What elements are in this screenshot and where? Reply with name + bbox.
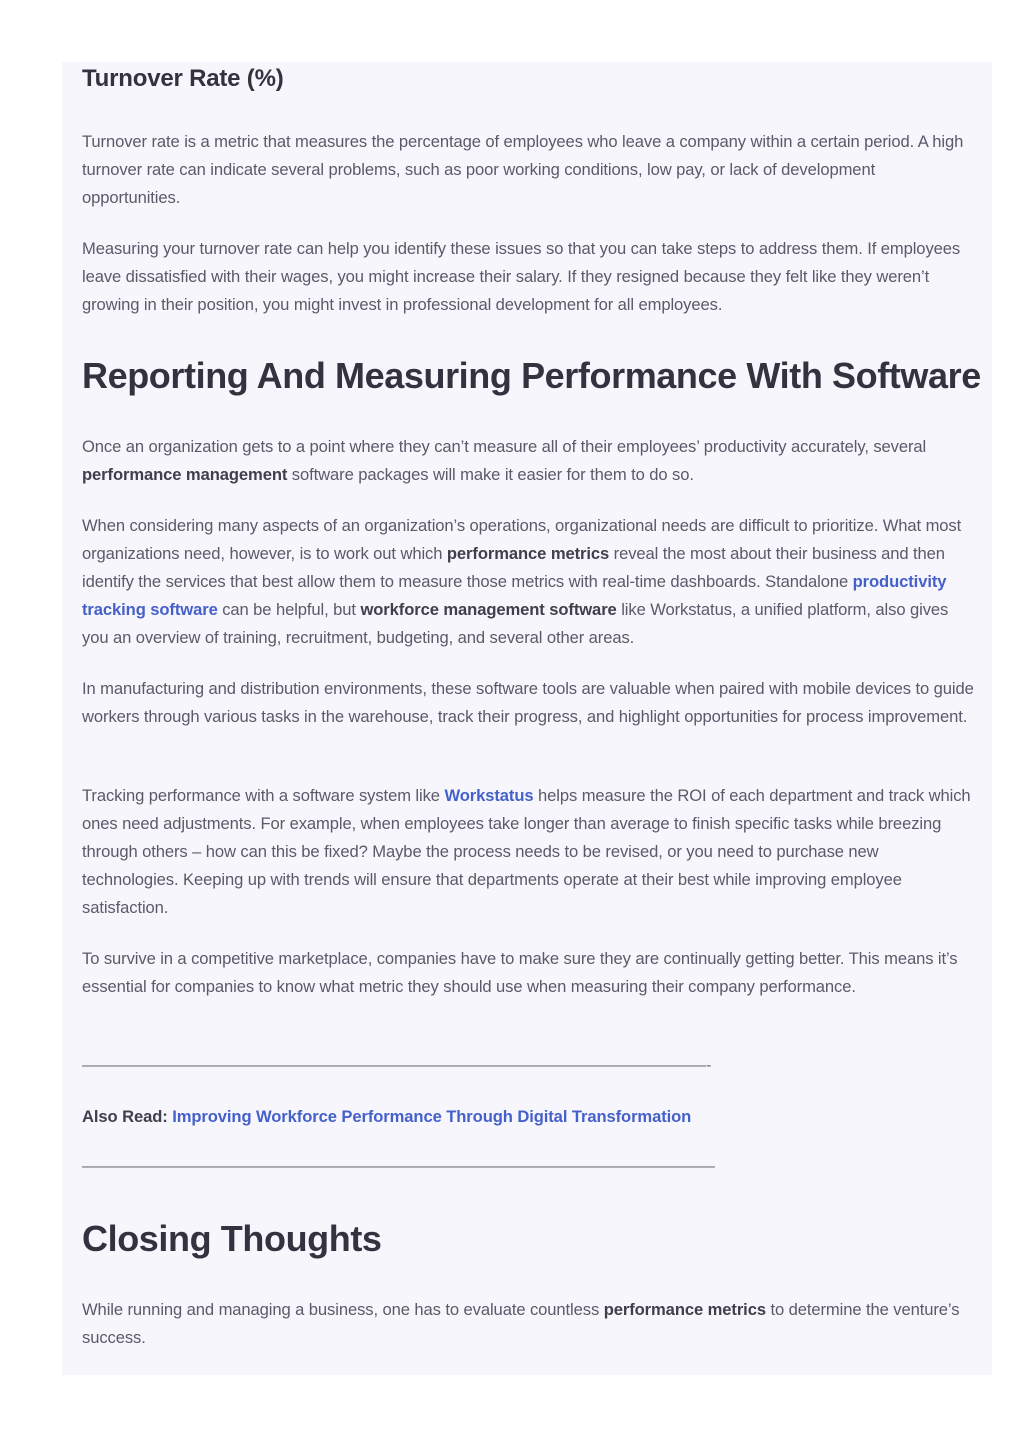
bold-term-workforce-management-software: workforce management software — [360, 600, 617, 619]
text-run: When considering many aspects of an organization’s operations, organizational needs are difficult to prioritize. What most organizations need, however, is to work out which — [82, 516, 962, 563]
bold-term-performance-management: performance management — [82, 465, 288, 484]
article-content — [62, 62, 992, 1375]
also-read-line — [82, 1103, 974, 1131]
text-run: software packages will make it easier for them to do so. — [287, 465, 694, 484]
paragraph-turnover-definition: Turnover rate is a metric that measures the percentage of employees who leave a company within a certain period. A high turnover rate can indicate several problems, such as poor working conditions, low pay, or lack of development opportunities. — [82, 132, 964, 207]
text-run: helps measure the ROI of each department and track which ones need adjustments. For example, when employees take longer than average to finish specific tasks while breezing through others – how can this be fixed? Maybe the process needs to be revised, or you need to purchase new technologies. Keeping up with trends will ensure that departments operate at their best while improving employee satisfaction. — [82, 786, 971, 917]
section-heading-reporting: Reporting And Measuring Performance With Software — [82, 355, 981, 396]
also-read-label: Also Read: — [82, 1107, 173, 1126]
bold-term-performance-metrics: performance metrics — [603, 1300, 766, 1319]
text-run: While running and managing a business, one has to evaluate countless — [82, 1300, 604, 1319]
section-heading-turnover-rate: Turnover Rate (%) — [82, 65, 284, 92]
link-also-read-article[interactable]: Improving Workforce Performance Through Digital Transformation — [172, 1107, 692, 1126]
paragraph-reporting-priorities — [82, 512, 974, 652]
text-run: like Workstatus, a unified platform, also gives you an overview of training, recruitment, budgeting, and several other areas. — [82, 600, 949, 647]
link-productivity-tracking-software[interactable]: productivity tracking software — [82, 572, 947, 619]
link-workstatus[interactable]: Workstatus — [444, 786, 534, 805]
divider-line-bottom: ———————————————————————————————————————– — [82, 1158, 715, 1175]
paragraph-reporting-manufacturing: In manufacturing and distribution environments, these software tools are valuable when paired with mobile devices to guide workers through various tasks in the warehouse, track their progress, and highlight opportunities for process improvement. — [82, 679, 974, 726]
text-run: can be helpful, but — [217, 600, 361, 619]
paragraph-reporting-tracking — [82, 782, 974, 922]
paragraph-reporting-intro — [82, 433, 974, 489]
text-run: to determine the venture’s success. — [82, 1300, 960, 1347]
paragraph-closing — [82, 1296, 974, 1352]
text-run: reveal the most about their business and then identify the services that best allow them to measure those metrics with real-time dashboards. Standalone — [82, 544, 945, 591]
paragraph-turnover-measuring: Measuring your turnover rate can help you identify these issues so that you can take steps to address them. If employees leave dissatisfied with their wages, you might increase their salary. If they resigned because they felt like they weren’t growing in their position, you might invest in professional development for all employees. — [82, 239, 961, 314]
paragraph-reporting-survive: To survive in a competitive marketplace, companies have to make sure they are continually getting better. This means it’s essential for companies to know what metric they should use when measuring their company performance. — [82, 949, 958, 996]
text-run: Once an organization gets to a point where they can’t measure all of their employees’ productivity accurately, several — [82, 437, 927, 456]
divider-line-top: ———————————————————————————————————————- — [82, 1057, 712, 1074]
section-heading-closing-thoughts: Closing Thoughts — [82, 1218, 382, 1259]
text-run: Tracking performance with a software system like — [82, 786, 445, 805]
bold-term-performance-metrics: performance metrics — [446, 544, 610, 563]
